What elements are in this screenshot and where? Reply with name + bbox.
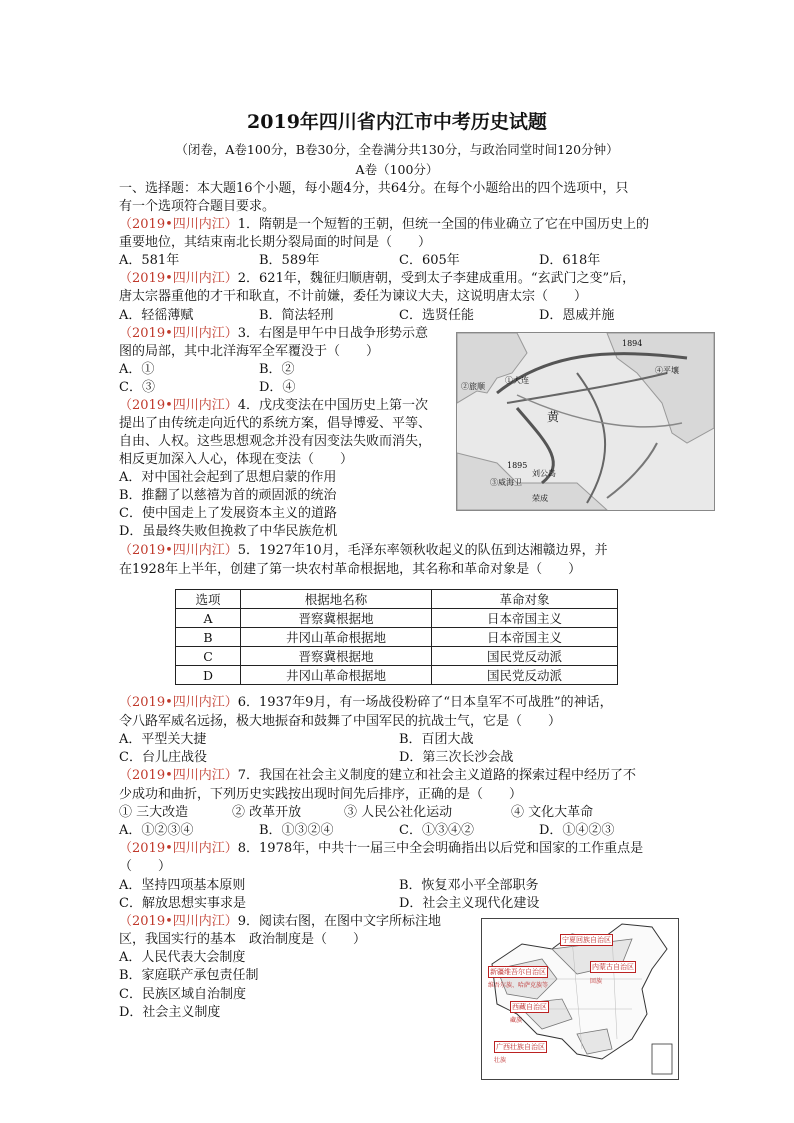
table-cell: A (176, 609, 241, 628)
table-cell: 国民党反动派 (432, 666, 618, 685)
table-cell: D (176, 666, 241, 685)
war-situation-map (456, 332, 715, 511)
label-xinjiang: 新疆维吾尔自治区 (490, 968, 546, 976)
map-label-dalian: ①大连 (505, 376, 529, 385)
label-xinjiang-peoples: 维吾尔族、哈萨克族等 (488, 982, 549, 989)
table-cell: B (176, 628, 241, 647)
map-label-liugong-island: 刘公岛 (532, 469, 556, 478)
q8-stem-text: 8．1978年，中共十一届三中全会明确指出以后党和国家的工作重点是 (237, 841, 644, 856)
table-row (176, 628, 618, 647)
table-cell: 井冈山革命根据地 (241, 666, 432, 685)
q1-stem-line-1 (119, 216, 649, 234)
map-label-rongcheng: 荣成 (532, 494, 548, 503)
q1-option-a: A．581年 (119, 253, 180, 268)
q5-stem-text: 5．1927年10月，毛泽东率领秋收起义的队伍到达湘赣边界，并 (237, 543, 608, 558)
table-cell: 井冈山革命根据地 (241, 628, 432, 647)
label-zhuang-people: 壮族 (494, 1057, 507, 1064)
instructions-line-1: 一、选择题：本大题16个小题，每小题4分，共64分。在每个小题给出的四个选项中，只 (119, 181, 629, 196)
q9-option-c: C．民族区域自治制度 (119, 987, 246, 1002)
q1-option-d: D．618年 (539, 253, 601, 268)
q9-option-a: A．人民代表大会制度 (119, 950, 246, 965)
q5-source: （2019•四川内江） (119, 543, 238, 558)
q4-option-c: C．使中国走上了发展资本主义的道路 (119, 506, 337, 521)
label-tibetan-people: 藏族 (510, 1017, 523, 1024)
table-row (176, 666, 618, 685)
q3-stem-line-1 (119, 325, 428, 343)
q6-stem-text: 6．1937年9月，有一场战役粉碎了“日本皇军不可战胜”的神话， (237, 695, 613, 710)
china-autonomous-regions-map (481, 918, 679, 1080)
q3-stem-text: 3．右图是甲午中日战争形势示意 (237, 326, 429, 341)
q4-stem-text: 4．戊戌变法在中国历史上第一次 (237, 398, 429, 413)
q2-source: （2019•四川内江） (119, 271, 238, 286)
table-header-row (176, 590, 618, 609)
q8-stem-line-2: （ ） (119, 859, 172, 874)
table-row (176, 647, 618, 666)
q7-stem-text: 7．我国在社会主义制度的建立和社会主义道路的探索过程中经历了不 (237, 768, 637, 783)
q2-option-a: A．轻徭薄赋 (119, 308, 194, 323)
map-label-lushun: ②旅顺 (461, 382, 485, 391)
q8-option-b: B．恢复邓小平全部职务 (399, 878, 539, 893)
q7-stem-line-2: 少成功和曲折，下列历史实践按出现时间先后排序，正确的是（ ） (119, 787, 523, 802)
q7-option-c: C．①③④② (399, 823, 474, 838)
map-label-yellow-sea: 黄 (547, 410, 560, 424)
exam-note: （闭卷，A卷100分，B卷30分，全卷满分共130分，与政治同堂时间120分钟） (175, 142, 619, 157)
q6-option-d: D．第三次长沙会战 (399, 750, 514, 765)
q5-options-table (175, 589, 618, 685)
q6-option-c: C．台儿庄战役 (119, 750, 207, 765)
q2-option-d: D．恩威并施 (539, 308, 615, 323)
q6-option-b: B．百团大战 (399, 732, 474, 747)
q4-source: （2019•四川内江） (119, 398, 238, 413)
q3-option-a: A．① (119, 362, 155, 377)
q6-stem-line-1 (119, 694, 613, 712)
q7-source: （2019•四川内江） (119, 768, 238, 783)
q9-stem-text: 9．阅读右图，在图中文字所标注地 (237, 914, 442, 929)
q1-option-c: C．605年 (399, 253, 460, 268)
q8-stem-line-1 (119, 840, 643, 858)
q2-option-c: C．选贤任能 (399, 308, 474, 323)
q1-stem-line-2: 重要地位，其结束南北长期分裂局面的时间是（ ） (119, 235, 432, 250)
q3-option-d: D．④ (259, 380, 296, 395)
label-guangxi: 广西壮族自治区 (496, 1043, 545, 1051)
map-label-pyongyang: ④平壤 (655, 366, 679, 375)
q5-stem-line-1 (119, 542, 608, 560)
map-label-weihaiwei: ③威海卫 (490, 478, 522, 487)
map-year-1894: 1894 (622, 339, 643, 348)
q2-stem-line-2: 唐太宗器重他的才干和耿直，不计前嫌，委任为谏议大夫，这说明唐太宗（ ） (119, 289, 588, 304)
q5-stem-line-2: 在1928年上半年，创建了第一块农村革命根据地，其名称和革命对象是（ ） (119, 562, 582, 577)
q9-option-d: D．社会主义制度 (119, 1005, 221, 1020)
q1-stem-text: 1．隋朝是一个短暂的王朝，但统一全国的伟业确立了它在中国历史上的 (237, 217, 650, 232)
label-tibet: 西藏自治区 (512, 1003, 547, 1011)
q7-stem-line-1 (119, 767, 636, 785)
q4-stem-line-3: 自由、人权。这些思想观念并没有因变法失败而消失， (119, 434, 432, 449)
q1-source: （2019•四川内江） (119, 217, 238, 232)
page-title: 2019年四川省内江市中考历史试题 (247, 111, 547, 133)
table-cell: 国民党反动派 (432, 647, 618, 666)
label-inner-mongolia: 内蒙古自治区 (592, 963, 634, 971)
q8-option-c: C．解放思想实事求是 (119, 896, 246, 911)
label-ningxia: 宁夏回族自治区 (562, 936, 611, 944)
q9-stem-line-1 (119, 913, 441, 931)
instructions-line-2: 有一个选项符合题目要求。 (119, 199, 276, 214)
q2-stem-text: 2．621年，魏征归顺唐朝，受到太子李建成重用。“玄武门之变”后， (237, 271, 636, 286)
table-cell: C (176, 647, 241, 666)
table-cell: 晋察冀根据地 (241, 647, 432, 666)
q7-option-a: A．①②③④ (119, 823, 194, 838)
q4-stem-line-1 (119, 397, 428, 415)
section-label: A卷（100分） (355, 162, 439, 177)
q7-item-3: ③ 人民公社化运动 (344, 805, 453, 820)
q3-stem-line-2: 图的局部，其中北洋海军全军覆没于（ ） (119, 344, 380, 359)
table-cell: 日本帝国主义 (432, 628, 618, 647)
q3-option-c: C．③ (119, 380, 155, 395)
q7-option-d: D．①④②③ (539, 823, 615, 838)
q7-option-b: B．①③②④ (259, 823, 334, 838)
table-cell: 日本帝国主义 (432, 609, 618, 628)
table-header-cell: 选项 (176, 590, 241, 609)
q6-source: （2019•四川内江） (119, 695, 238, 710)
q8-source: （2019•四川内江） (119, 841, 238, 856)
q9-stem-line-2: 区，我国实行的基本 政治制度是（ ） (119, 932, 367, 947)
map-year-1895: 1895 (507, 461, 528, 470)
q2-stem-line-1 (119, 270, 635, 288)
q4-stem-line-2: 提出了由传统走向近代的系统方案，倡导博爱、平等、 (119, 416, 432, 431)
label-hui-people: 回族 (590, 978, 603, 985)
q2-option-b: B．简法轻刑 (259, 308, 334, 323)
q7-item-4: ④ 文化大革命 (511, 805, 594, 820)
q6-stem-line-2: 令八路军威名远扬，极大地振奋和鼓舞了中国军民的抗战士气，它是（ ） (119, 714, 562, 729)
q8-option-d: D．社会主义现代化建设 (399, 896, 540, 911)
q6-option-a: A．平型关大捷 (119, 732, 207, 747)
q7-item-2: ② 改革开放 (232, 805, 302, 820)
q4-stem-line-4: 相反更加深入人心，体现在变法（ ） (119, 452, 354, 467)
q8-option-a: A．坚持四项基本原则 (119, 878, 246, 893)
table-header-cell: 革命对象 (432, 590, 618, 609)
q7-item-1: ① 三大改造 (119, 805, 189, 820)
q3-option-b: B．② (259, 362, 295, 377)
q3-source: （2019•四川内江） (119, 326, 238, 341)
table-header-cell: 根据地名称 (241, 590, 432, 609)
q9-source: （2019•四川内江） (119, 914, 238, 929)
table-cell: 晋察冀根据地 (241, 609, 432, 628)
q4-option-d: D．虽最终失败但挽救了中华民族危机 (119, 524, 338, 539)
q1-option-b: B．589年 (259, 253, 320, 268)
table-row (176, 609, 618, 628)
q9-option-b: B．家庭联产承包责任制 (119, 968, 259, 983)
q4-option-a: A．对中国社会起到了思想启蒙的作用 (119, 470, 337, 485)
q4-option-b: B．推翻了以慈禧为首的顽固派的统治 (119, 488, 337, 503)
